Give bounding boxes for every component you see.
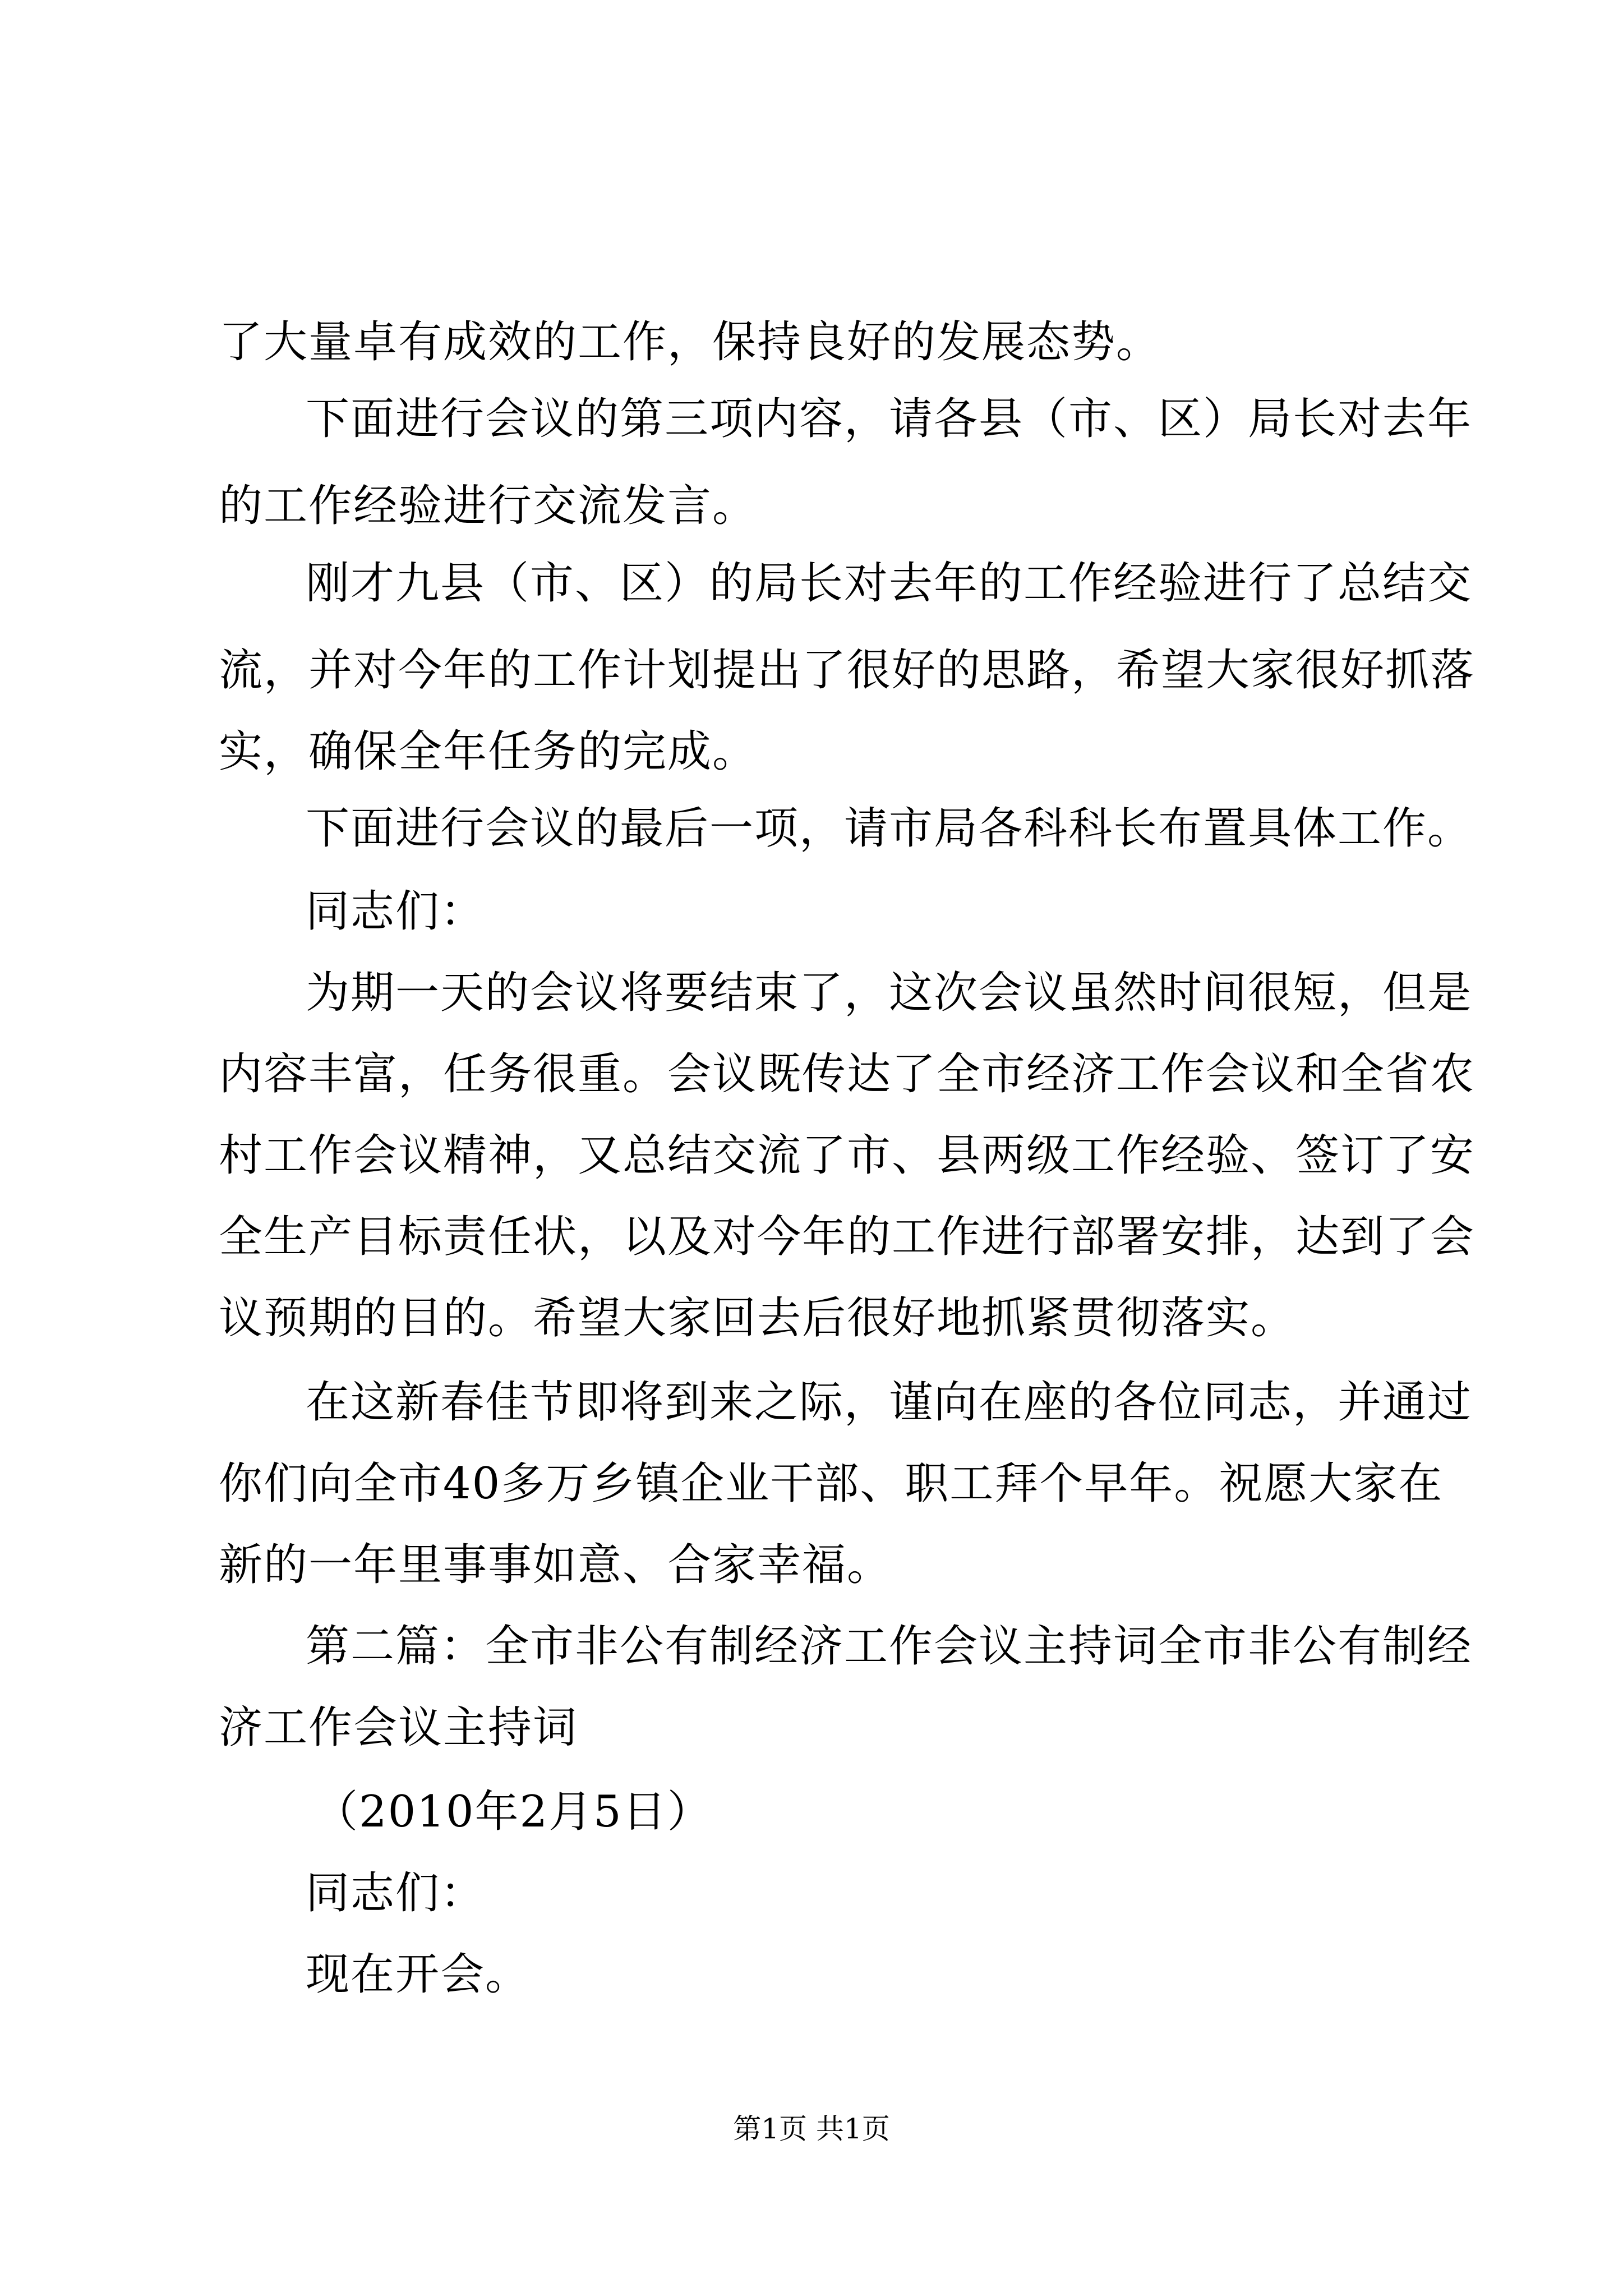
text-line: 下面进行会议的最后一项，请市局各科科长布置具体工作。 (306, 803, 1473, 854)
text-line: 同志们： (306, 886, 486, 937)
text-line: 第二篇：全市非公有制经济工作会议主持词全市非公有制经 (306, 1621, 1473, 1672)
text-line: 全生产目标责任状，以及对今年的工作进行部署安排，达到了会 (219, 1212, 1476, 1262)
text-line: 下面进行会议的第三项内容，请各县（市、区）局长对去年 (306, 394, 1473, 444)
text-line: 议预期的目的。希望大家回去后很好地抓紧贯彻落实。 (219, 1293, 1296, 1343)
text-line: 了大量卓有成效的工作，保持良好的发展态势。 (219, 317, 1161, 367)
text-line: 流，并对今年的工作计划提出了很好的思路，希望大家很好抓落 (219, 645, 1476, 696)
text-line: 内容丰富，任务很重。会议既传达了全市经济工作会议和全省农 (219, 1049, 1476, 1099)
text-line: （2010年2月5日） (314, 1787, 712, 1837)
text-line: 的工作经验进行交流发言。 (219, 481, 758, 531)
text-line: 村工作会议精神，又总结交流了市、县两级工作经验、签订了安 (219, 1130, 1476, 1181)
text-line: 你们向全市40多万乡镇企业干部、职工拜个早年。祝愿大家在 (219, 1458, 1444, 1509)
text-line: 实，确保全年任务的完成。 (219, 726, 758, 777)
text-line: 新的一年里事事如意、合家幸福。 (219, 1540, 892, 1590)
text-line: 现在开会。 (306, 1949, 531, 2000)
text-line: 为期一天的会议将要结束了，这次会议虽然时间很短，但是 (306, 968, 1473, 1018)
text-line: 济工作会议主持词 (219, 1703, 578, 1753)
page-footer: 第1页 共1页 (733, 2113, 890, 2145)
text-line: 刚才九县（市、区）的局长对去年的工作经验进行了总结交 (306, 558, 1473, 609)
text-line: 在这新春佳节即将到来之际，谨向在座的各位同志，并通过 (306, 1377, 1473, 1428)
text-line: 同志们： (306, 1868, 486, 1918)
